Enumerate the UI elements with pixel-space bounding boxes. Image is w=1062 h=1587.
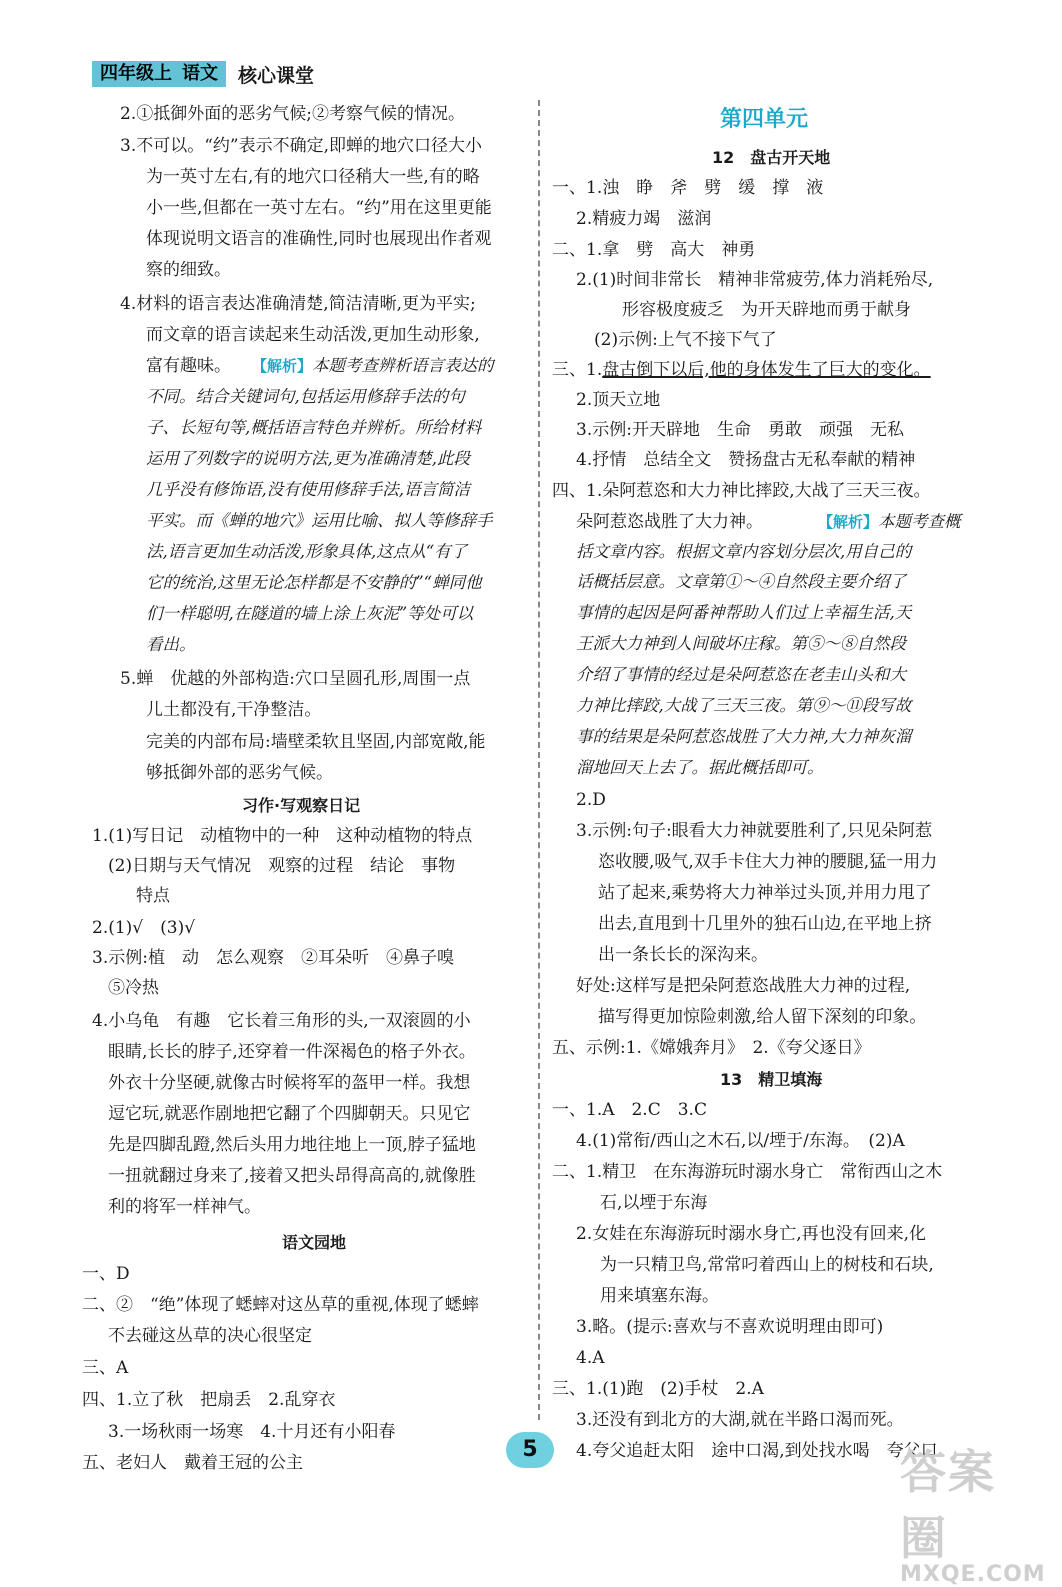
answer-line: 五、示例:1.《嫦娥奔月》 2.《夸父逐日》	[552, 1038, 871, 1058]
page-header	[92, 60, 314, 88]
answer-line: 眼睛,长长的脖子,还穿着一件深褐色的格子外衣。	[108, 1042, 476, 1062]
answer-line: 3.略。(提示:喜欢与不喜欢说明理由即可)	[576, 1317, 884, 1337]
answer-line: 3.示例:句子:眼看大力神就要胜利了,只见朵阿惹	[576, 821, 933, 841]
unit-title: 第四单元	[720, 107, 809, 132]
analysis-line: 运用了列数字的说明方法,更为准确清楚,此段	[146, 449, 470, 468]
analysis-tag: 【解析】	[252, 357, 313, 375]
answer-line: 体现说明文语言的准确性,同时也展现出作者观	[146, 229, 492, 249]
answer-line: 4.小乌龟 有趣 它长着三角形的头,一双滚圆的小	[92, 1011, 471, 1031]
section-title: 语文园地	[282, 1233, 347, 1252]
answer-line: 一、1.A 2.C 3.C	[552, 1100, 707, 1120]
analysis-line: 事情的起因是阿番神帮助人们过上幸福生活,天	[576, 603, 912, 622]
answer-line: 4.材料的语言表达准确清楚,简洁清晰,更为平实;	[120, 294, 476, 314]
answer-line: 石,以堙于东海	[600, 1193, 708, 1213]
answer-line: 形容极度疲乏 为开天辟地而勇于献身	[622, 300, 911, 320]
page-number: 5	[506, 1432, 554, 1468]
answer-line: 二、② “绝”体现了蟋蟀对这丛草的重视,体现了蟋蟀	[82, 1295, 479, 1315]
answer-line: 一、D	[82, 1264, 130, 1284]
analysis-line: 平实。而《蝉的地穴》运用比喻、拟人等修辞手	[146, 511, 493, 530]
answer-line: 2.D	[576, 790, 606, 810]
answer-line: 够抵御外部的恶劣气候。	[146, 763, 333, 783]
answer-line: 3.不可以。“约”表示不确定,即蝉的地穴口径大小	[120, 136, 483, 156]
item-label: 三、1.	[552, 360, 603, 380]
answer-line: 三、1.(1)跑 (2)手杖 2.A	[552, 1379, 764, 1399]
answer-line: 4.A	[576, 1348, 605, 1368]
answer-line: 2.①抵御外面的恶劣气候;②考察气候的情况。	[120, 104, 465, 124]
answer-line: 3.示例:开天辟地 生命 勇敢 顽强 无私	[576, 420, 904, 440]
analysis-line: 子、长短句等,概括语言特色并辨析。所给材料	[146, 418, 482, 437]
answer-line: 4.抒情 总结全文 赞扬盘古无私奉献的精神	[576, 450, 916, 470]
lesson-title: 13 精卫填海	[720, 1070, 823, 1089]
answer-line: 四、1.立了秋 把扇丢 2.乱穿衣	[82, 1390, 336, 1410]
analysis-line: 溜地回天上去了。据此概括即可。	[576, 758, 824, 777]
grade-label: 四年级上	[100, 63, 172, 84]
answer-line: 二、1.拿 劈 高大 神勇	[552, 240, 756, 260]
analysis-line	[818, 510, 961, 534]
answer-line: 利的将军一样神气。	[108, 1197, 261, 1217]
analysis-line: 法,语言更加生动活泼,形象具体,这点从“有了	[146, 542, 468, 561]
answer-line: 为一英寸左右,有的地穴口径稍大一些,有的略	[146, 167, 480, 187]
answer-line: 儿土都没有,干净整洁。	[146, 700, 322, 720]
analysis-line: 看出。	[146, 635, 196, 654]
answer-line: (2)日期与天气情况 观察的过程 结论 事物	[108, 856, 456, 876]
answer-line: 小一些,但都在一英寸左右。“约”用在这里更能	[146, 198, 492, 218]
lesson-title: 12 盘古开天地	[712, 148, 831, 167]
answer-line: 2.(1)时间非常长 精神非常疲劳,体力消耗殆尽,	[576, 270, 934, 290]
answer-line: 用来填塞东海。	[600, 1286, 719, 1306]
answer-line: 朵阿惹恣战胜了大力神。	[576, 512, 763, 532]
answer-line: 描写得更加惊险刺激,给人留下深刻的印象。	[598, 1007, 927, 1027]
answer-line: 4.(1)常衔/西山之木石,以/堙于/东海。 (2)A	[576, 1131, 905, 1151]
underlined-answer: 盘古倒下以后,他的身体发生了巨大的变化。	[602, 360, 931, 380]
answer-line: 2.精疲力竭 滋润	[576, 209, 712, 229]
answer-line: 逗它玩,就恶作剧地把它翻了个四脚朝天。只见它	[108, 1104, 471, 1124]
answer-line: 出一条长长的深沟来。	[598, 945, 768, 965]
watermark-sub: MXQE.COM	[900, 1562, 1046, 1587]
answer-line: 3.示例:植 动 怎么观察 ②耳朵听 ④鼻子嗅	[92, 948, 454, 968]
watermark-logo	[900, 1436, 1046, 1587]
answer-line: 二、1.精卫 在东海游玩时溺水身亡 常衔西山之木	[552, 1162, 943, 1182]
answer-line: 4.夸父追赶太阳 途中口渴,到处找水喝 夸父口	[576, 1441, 938, 1461]
answer-line: 富有趣味。	[146, 356, 231, 376]
analysis-line: 几乎没有修饰语,没有使用修辞手法,语言简洁	[146, 480, 470, 499]
column-divider	[538, 100, 540, 1420]
answer-line	[552, 358, 931, 382]
analysis-line: 不同。结合关键词句,包括运用修辞手法的句	[146, 387, 465, 406]
analysis-line: 介绍了事情的经过是朵阿惹恣在老圭山头和大	[576, 665, 906, 684]
answer-line: 外衣十分坚硬,就像古时候将军的盔甲一样。我想	[108, 1073, 471, 1093]
analysis-line	[252, 354, 494, 378]
answer-line: ⑤冷热	[108, 978, 159, 998]
answer-line: 2.(1)√ (3)√	[92, 918, 196, 938]
answer-line: 2.女娃在东海游玩时溺水身亡,再也没有回来,化	[576, 1224, 927, 1244]
analysis-text: 本题考查概	[878, 512, 961, 531]
answer-line: (2)示例:上气不接下气了	[594, 330, 777, 350]
answer-line: 一扭就翻过身来了,接着又把头昂得高高的,就像胜	[108, 1166, 476, 1186]
answer-line: 一、1.浊 睁 斧 劈 缓 撑 液	[552, 178, 824, 198]
answer-line: 不去碰这丛草的决心很坚定	[108, 1326, 312, 1346]
analysis-line: 话概括层意。文章第①～④自然段主要介绍了	[576, 572, 906, 591]
analysis-line: 王派大力神到人间破坏庄稼。第⑤～⑧自然段	[576, 634, 906, 653]
grade-subject-badge	[92, 61, 226, 87]
analysis-line: 括文章内容。根据文章内容划分层次,用自己的	[576, 542, 912, 561]
book-title: 核心课堂	[238, 64, 315, 87]
analysis-line: 它的统治,这里无论怎样都是不安静的”“蝉同他	[146, 573, 482, 592]
answer-line: 恣收腰,吸气,双手卡住大力神的腰腿,猛一用力	[598, 852, 938, 872]
answer-line: 察的细致。	[146, 260, 231, 280]
subject-label: 语文	[182, 63, 218, 84]
answer-line: 特点	[136, 886, 170, 906]
answer-line: 五、老妇人 戴着王冠的公主	[82, 1453, 303, 1473]
answer-line: 1.(1)写日记 动植物中的一种 这种动植物的特点	[92, 826, 473, 846]
analysis-line: 们一样聪明,在隧道的墙上涂上灰泥”等处可以	[146, 604, 474, 623]
analysis-tag: 【解析】	[818, 513, 879, 531]
analysis-text: 本题考查辨析语言表达的	[312, 356, 494, 375]
analysis-line: 事的结果是朵阿惹恣战胜了大力神,大力神灰溜	[576, 727, 912, 746]
analysis-line: 力神比摔跤,大战了三天三夜。第⑨～⑪段写故	[576, 696, 912, 715]
watermark-main: 答案圈	[900, 1445, 996, 1565]
answer-line: 3.一场秋雨一场寒 4.十月还有小阳春	[108, 1422, 396, 1442]
answer-line: 而文章的语言读起来生动活泼,更加生动形象,	[146, 325, 480, 345]
answer-line: 三、A	[82, 1358, 129, 1378]
answer-line: 先是四脚乱蹬,然后头用力地往地上一顶,脖子猛地	[108, 1135, 476, 1155]
answer-line: 出去,直甩到十几里外的独石山边,在平地上挤	[598, 914, 932, 934]
section-title: 习作·写观察日记	[242, 796, 361, 815]
answer-line: 四、1.朵阿惹恣和大力神比摔跤,大战了三天三夜。	[552, 481, 931, 501]
answer-line: 站了起来,乘势将大力神举过头顶,并用力甩了	[598, 883, 932, 903]
answer-line: 2.顶天立地	[576, 390, 661, 410]
answer-line: 完美的内部布局:墙壁柔软且坚固,内部宽敞,能	[146, 732, 486, 752]
answer-line: 5.蝉 优越的外部构造:穴口呈圆孔形,周围一点	[120, 669, 471, 689]
answer-line: 3.还没有到北方的大湖,就在半路口渴而死。	[576, 1410, 904, 1430]
answer-line: 为一只精卫鸟,常常叼着西山上的树枝和石块,	[600, 1255, 934, 1275]
answer-line: 好处:这样写是把朵阿惹恣战胜大力神的过程,	[576, 976, 911, 996]
